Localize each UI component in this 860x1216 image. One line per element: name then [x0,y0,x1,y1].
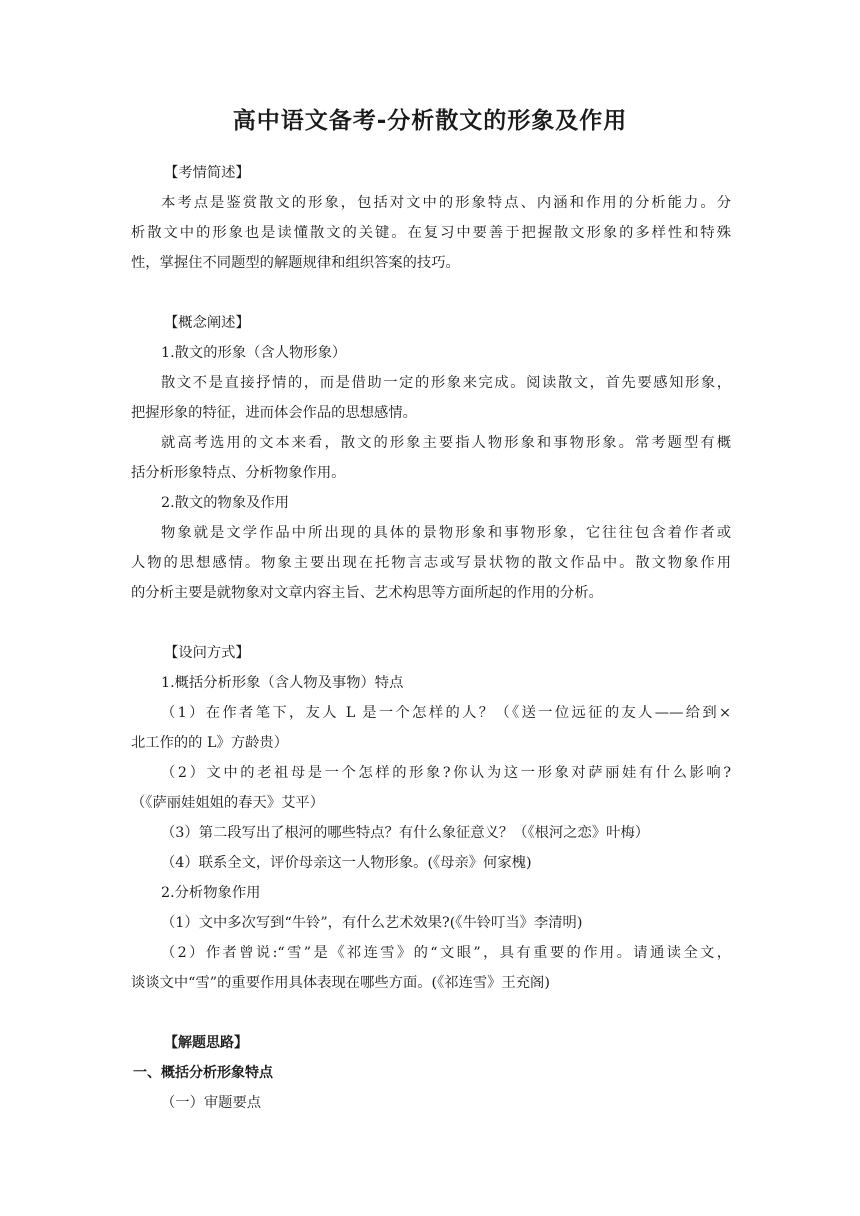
document-body [131,158,731,1118]
spacer [131,608,731,638]
paragraph-line: 人物的思想感情。物象主要出现在托物言志或写景状物的散文作品中。散文物象作用 [131,555,731,571]
question-line: （1）文中多次写到“牛铃”，有什么艺术效果?(《牛铃叮当》李清明) [161,915,583,931]
subheading: 2.散文的物象及作用 [161,495,290,511]
question-line: （2）文中的老祖母是一个怎样的形象?你认为这一形象对萨丽娃有什么影响? [161,765,731,781]
paragraph-line: 就高考选用的文本来看，散文的形象主要指人物形象和事物形象。常考题型有概 [161,435,731,451]
question-line: （1）在作者笔下，友人 L 是一个怎样的人？（《送一位远征的友人——给到× [161,705,731,721]
paragraph-line: 括分析形象特点、分析物象作用。 [131,465,346,481]
paragraph-line: 把握形象的特征，进而体会作品的思想感情。 [131,405,417,421]
question-line: （《萨丽娃姐姐的春天》艾平） [131,795,325,811]
paragraph-line: 本考点是鉴赏散文的形象，包括对文中的形象特点、内涵和作用的分析能力。分 [161,195,731,211]
spacer [131,998,731,1028]
subheading: 1.散文的形象（含人物形象） [161,345,347,361]
spacer [131,278,731,308]
subheading: 2.分析物象作用 [161,885,261,901]
subheading: 1.概括分析形象（含人物及事物）特点 [161,675,404,691]
question-line: 北工作的的 L》方龄贵） [131,735,289,751]
paragraph-line: 物象就是文学作品中所出现的具体的景物形象和事物形象，它往往包含着作者或 [161,525,731,541]
section-heading-jieti: 【解题思路】 [164,1035,248,1051]
paragraph-line: 析散文中的形象也是读懂散文的关键。在复习中要善于把握散文形象的多样性和特殊 [131,225,731,241]
question-line: （3）第二段写出了根河的哪些特点？有什么象征意义？（《根河之恋》叶梅） [161,825,650,841]
subheading: （一）审题要点 [161,1095,262,1111]
paragraph-line: 散文不是直接抒情的，而是借助一定的形象来完成。阅读散文，首先要感知形象， [161,375,731,391]
paragraph-line: 的分析主要是就物象对文章内容主旨、艺术构思等方面所起的作用的分析。 [131,585,603,601]
section-heading-gainian: 【概念阐述】 [164,315,250,331]
question-line: （2）作者曾说:“雪”是《祁连雪》的“文眼”，具有重要的作用。请通读全文， [161,945,731,961]
section-heading-kaoqing: 【考情简述】 [164,165,250,181]
document-title: 高中语文备考-分析散文的形象及作用 [232,108,628,134]
question-line: （4）联系全文，评价母亲这一人物形象。(《母亲》何家槐) [161,855,532,871]
paragraph-line: 性，掌握住不同题型的解题规律和组织答案的技巧。 [131,255,460,271]
section-heading-shewen: 【设问方式】 [164,645,250,661]
question-line: 谈谈文中“雪”的重要作用具体表现在哪些方面。(《祁连雪》王充阁) [131,975,550,991]
subheading: 一、概括分析形象特点 [133,1065,273,1081]
